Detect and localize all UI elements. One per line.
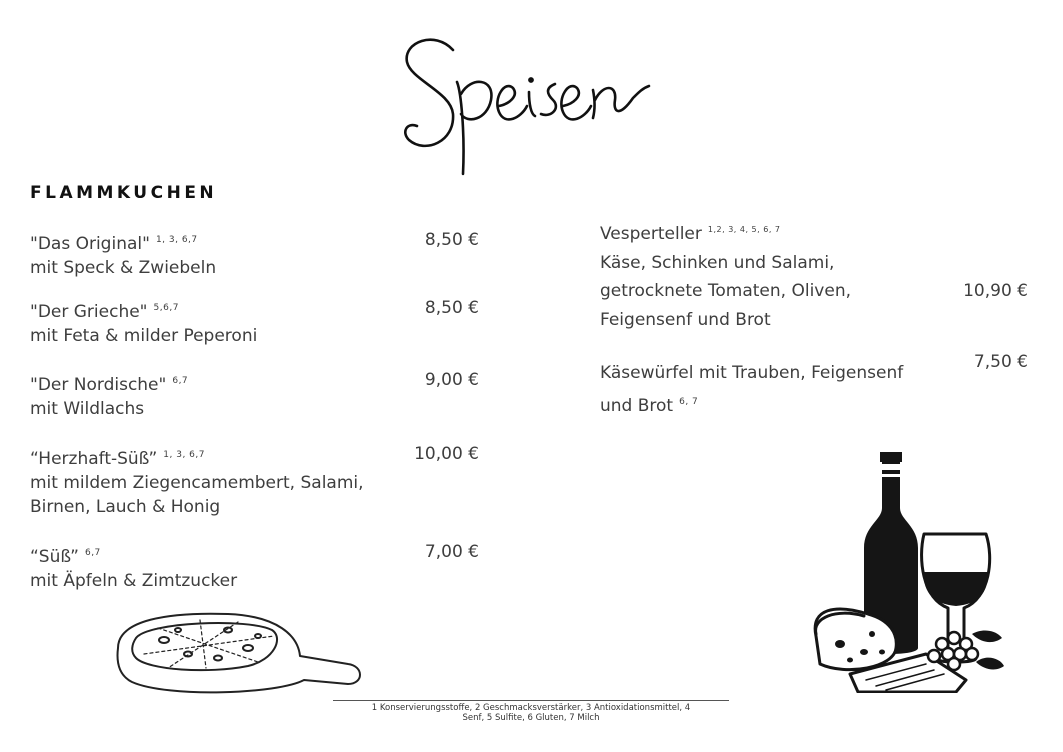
item-price: 7,00 € bbox=[424, 542, 479, 562]
allergen-footnote bbox=[333, 700, 729, 723]
item-price: 8,50 € bbox=[424, 298, 479, 318]
item-description: mit Äpfeln & Zimtzucker bbox=[30, 571, 238, 591]
allergen-codes: 1,2, 3, 4, 5, 6, 7 bbox=[707, 225, 781, 234]
item-name: Vesperteller bbox=[600, 224, 702, 244]
item-name: “Herzhaft-Süß” bbox=[30, 449, 158, 469]
item-price: 7,50 € bbox=[973, 352, 1028, 372]
menu-item bbox=[30, 369, 188, 421]
item-description: mit Feta & milder Peperoni bbox=[30, 326, 258, 346]
menu-item bbox=[30, 443, 364, 519]
flammkuchen-board-illustration bbox=[108, 608, 368, 698]
menu-item-vesperteller bbox=[600, 216, 851, 334]
item-description: mit Wildlachs bbox=[30, 399, 145, 419]
item-name: Käsewürfel mit Trauben, Feigensenf bbox=[600, 363, 904, 383]
item-description: Feigensenf und Brot bbox=[600, 309, 771, 330]
section-heading-flammkuchen: FLAMMKUCHEN bbox=[30, 183, 218, 203]
item-description: getrocknete Tomaten, Oliven, bbox=[600, 281, 851, 301]
item-price: 10,90 € bbox=[963, 281, 1028, 301]
allergen-codes: 5,6,7 bbox=[153, 303, 179, 313]
item-name: “Süß” bbox=[30, 547, 79, 567]
menu-item bbox=[30, 228, 216, 280]
item-description: Käse, Schinken und Salami, bbox=[600, 252, 835, 273]
item-description: Birnen, Lauch & Honig bbox=[30, 497, 221, 517]
wine-and-cheese-illustration bbox=[806, 448, 1016, 693]
item-description: mit Speck & Zwiebeln bbox=[30, 258, 217, 278]
page-title bbox=[395, 22, 665, 182]
item-price: 10,00 € bbox=[414, 444, 479, 464]
item-price: 8,50 € bbox=[424, 230, 479, 250]
menu-item-kaesewuerfel bbox=[600, 359, 903, 420]
allergen-codes: 6,7 bbox=[84, 548, 101, 558]
item-name: "Das Original" bbox=[30, 234, 150, 254]
menu-item bbox=[30, 296, 257, 348]
item-name: und Brot bbox=[600, 395, 674, 416]
item-description: mit mildem Ziegencamembert, Salami, bbox=[30, 473, 364, 493]
menu-item bbox=[30, 541, 237, 593]
allergen-codes: 1, 3, 6,7 bbox=[155, 235, 198, 245]
item-price: 9,00 € bbox=[424, 370, 479, 390]
allergen-codes: 6, 7 bbox=[679, 396, 699, 407]
item-name: "Der Grieche" bbox=[30, 302, 148, 322]
footnote-line: 1 Konservierungsstoffe, 2 Geschmacksverstärker, 3 Antioxidationsmittel, 4 bbox=[371, 703, 691, 713]
allergen-codes: 1, 3, 6,7 bbox=[163, 450, 205, 460]
footnote-line: Senf, 5 Sulfite, 6 Gluten, 7 Milch bbox=[462, 713, 600, 723]
item-name: "Der Nordische" bbox=[30, 375, 167, 395]
allergen-codes: 6,7 bbox=[172, 376, 189, 386]
